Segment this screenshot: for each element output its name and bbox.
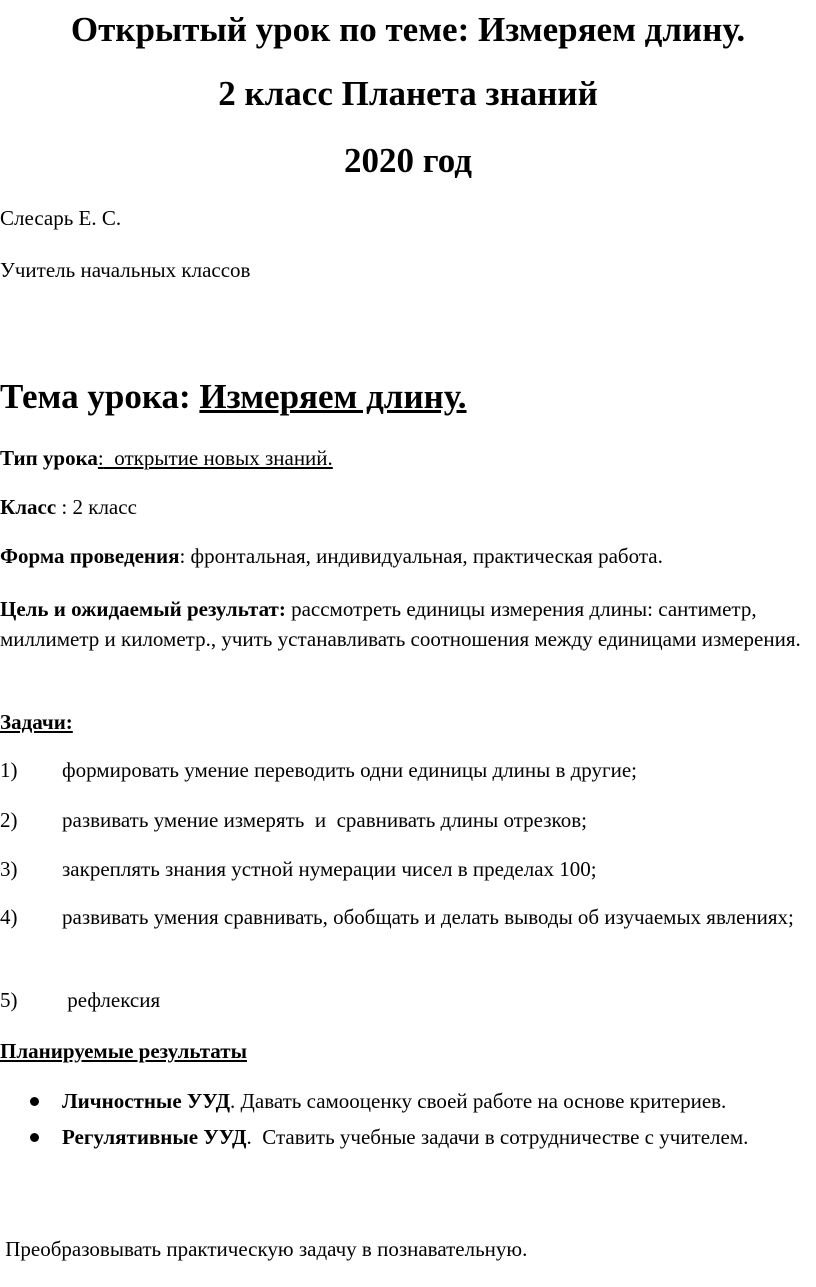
result-label: Личностные УУД xyxy=(62,1089,231,1113)
result-text: . Ставить учебные задачи в сотрудничестве с учителем. xyxy=(246,1125,749,1149)
task-item xyxy=(0,987,160,1013)
lesson-type-value: открытие новых знаний. xyxy=(103,446,333,470)
task-number: 2) xyxy=(0,808,18,832)
topic-heading xyxy=(0,377,467,417)
topic-label: Тема урока: xyxy=(0,377,200,416)
author-name: Слесарь Е. С. xyxy=(0,206,122,230)
results-footer: Преобразовывать практическую задачу в познавательную. xyxy=(0,1237,528,1261)
class-label: Класс xyxy=(0,495,57,519)
task-text: развивать умения сравнивать, обобщать и делать выводы об изучаемых явлениях; xyxy=(62,905,794,929)
task-item xyxy=(0,902,812,932)
lesson-type-label: Тип урока xyxy=(0,446,98,470)
form-value: : фронтальная, индивидуальная, практическая работа. xyxy=(179,544,663,568)
list-item xyxy=(0,1086,812,1116)
lesson-type xyxy=(0,445,333,471)
form-label: Форма проведения xyxy=(0,544,180,568)
tasks-heading: Задачи: xyxy=(0,710,73,734)
results-heading: Планируемые результаты xyxy=(0,1039,247,1063)
task-number: 1) xyxy=(0,758,18,782)
task-number: 3) xyxy=(0,857,18,881)
task-text: рефлексия xyxy=(62,988,161,1012)
bullet-icon xyxy=(30,1133,39,1142)
task-item xyxy=(0,856,597,882)
goal-label: Цель и ожидаемый результат: xyxy=(0,597,286,621)
task-text: формировать умение переводить одни единицы длины в другие; xyxy=(62,758,638,782)
task-number: 5) xyxy=(0,988,18,1012)
document-title-line2: 2 класс Планета знаний xyxy=(218,74,598,113)
bullet-icon xyxy=(30,1097,39,1106)
results-list xyxy=(0,1086,812,1158)
result-text: . Давать самооценку своей работе на основе критериев. xyxy=(230,1089,727,1113)
task-item xyxy=(0,807,587,833)
class-info xyxy=(0,494,137,520)
goal-value: рассмотреть единицы измерения длины: сантиметр, миллиметр и километр., учить устанавливать соотношения между единицами измерения. xyxy=(0,597,801,651)
task-text: развивать умение измерять и сравнивать длины отрезков; xyxy=(62,808,587,832)
form-info xyxy=(0,543,663,569)
document-title-line1: Открытый урок по теме: Измеряем длину. xyxy=(70,10,746,49)
topic-value: Измеряем длину. xyxy=(199,377,467,416)
document-title-line3: 2020 год xyxy=(344,141,472,180)
goal-paragraph xyxy=(0,594,812,654)
list-item xyxy=(0,1122,812,1152)
lesson-type-sep: : xyxy=(97,446,104,470)
task-text: закреплять знания устной нумерации чисел в пределах 100; xyxy=(62,857,597,881)
task-item xyxy=(0,757,637,783)
task-number: 4) xyxy=(0,905,18,929)
result-label: Регулятивные УУД xyxy=(62,1125,247,1149)
author-position: Учитель начальных классов xyxy=(0,258,251,282)
class-value: : 2 класс xyxy=(56,495,137,519)
